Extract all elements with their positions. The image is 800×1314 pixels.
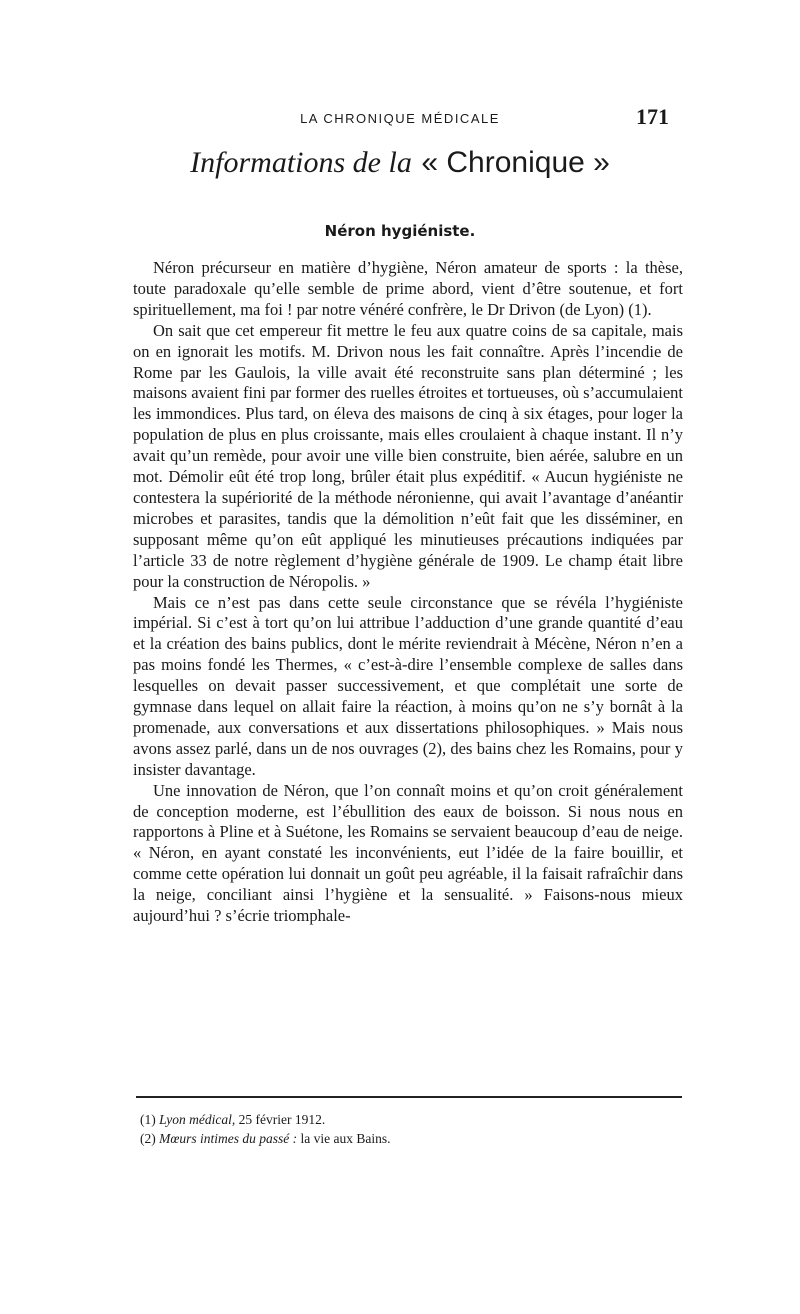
section-title [0, 143, 800, 183]
footnotes [140, 1110, 680, 1148]
footnote-1 [140, 1110, 680, 1129]
footnote-marker: (1) [140, 1112, 156, 1127]
footnote-marker: (2) [140, 1131, 156, 1146]
paragraph-3: Mais ce n’est pas dans cette seule circonstance que se révéla l’hygiéniste impérial. Si c’est à tort qu’on lui attribue l’adduction d’une grande quantité d’eau et la création des bains publics, dont le mérite reviendrait à Mécène, Néron n’en a pas moins fondé les Thermes, « c’est-à-dire l’ensemble complexe de salles dans lesquelles on devait passer successivement, et que complétait une sorte de gymnase dans lequel on allait faire la réaction, à moins qu’on ne s’y bornât à la promenade, aux conversations et aux dissertations philosophiques. » Mais nous avons assez parlé, dans un de nos ouvrages (2), des bains chez les Romains, pour y insister davantage. [133, 592, 683, 779]
paragraph-2: On sait que cet empereur fit mettre le feu aux quatre coins de sa capitale, mais on en ignorait les motifs. M. Drivon nous les fait connaître. Après l’incendie de Rome par les Gaulois, la ville avait été reconstruite sans plan déterminé ; les maisons avaient fini par former des ruelles étroites et tortueuses, où s’accumulaient les immondices. Plus tard, on éleva des maisons de cinq à six étages, pour loger la population de plus en plus croissante, mais elles croulaient à chaque instant. Il n’y avait qu’un remède, pour avoir une ville bien construite, bien aérée, salubre en un mot. Démolir eût été trop long, brûler était plus expéditif. « Aucun hygiéniste ne contestera la supériorité de la méthode néronienne, qui avait l’avantage d’anéantir microbes et parasites, tandis que la démolition n’eût fait que les disséminer, en supposant même qu’on eût appliqué les minutieuses précautions indiquées par l’article 33 de notre règlement d’hygiène générale de 1909. Le champ était libre pour la construction de Néropolis. » [133, 320, 683, 591]
running-title: LA CHRONIQUE MÉDICALE [300, 111, 500, 126]
footnote-detail: 25 février 1912. [238, 1112, 326, 1127]
page-number: 171 [636, 104, 669, 129]
article-title: Néron hygiéniste. [324, 222, 476, 240]
footnote-source: Lyon médical, [159, 1112, 236, 1127]
footnote-2 [140, 1129, 680, 1148]
article-body [133, 258, 683, 927]
paragraph-1: Néron précurseur en matière d’hygiène, Néron amateur de sports : la thèse, toute paradoxale qu’elle semble de prime abord, vient d’être soutenue, et fort spirituellement, ma foi ! par notre vénéré confrère, le Dr Drivon (de Lyon) (1). [133, 258, 683, 319]
section-title-italic: Informations de la [190, 146, 412, 179]
footnote-divider [136, 1096, 682, 1098]
footnote-source: Mœurs intimes du passé : [159, 1131, 298, 1146]
section-title-roman: « Chronique » [421, 146, 610, 179]
footnote-detail: la vie aux Bains. [300, 1131, 391, 1146]
paragraph-4: Une innovation de Néron, que l’on connaît moins et qu’on croit généralement de conception moderne, est l’ébullition des eaux de boisson. Si nous nous en rapportons à Pline et à Suétone, les Romains se servaient beaucoup d’eau de neige. « Néron, en ayant constaté les inconvénients, eut l’idée de la faire bouillir, et comme cette opération lui donnait un goût peu agréable, il la faisait rafraîchir dans la neige, conciliant ainsi l’hygiène et la sensualité. » Faisons-nous mieux aujourd’hui ? s’écrie triomphale- [133, 780, 683, 926]
